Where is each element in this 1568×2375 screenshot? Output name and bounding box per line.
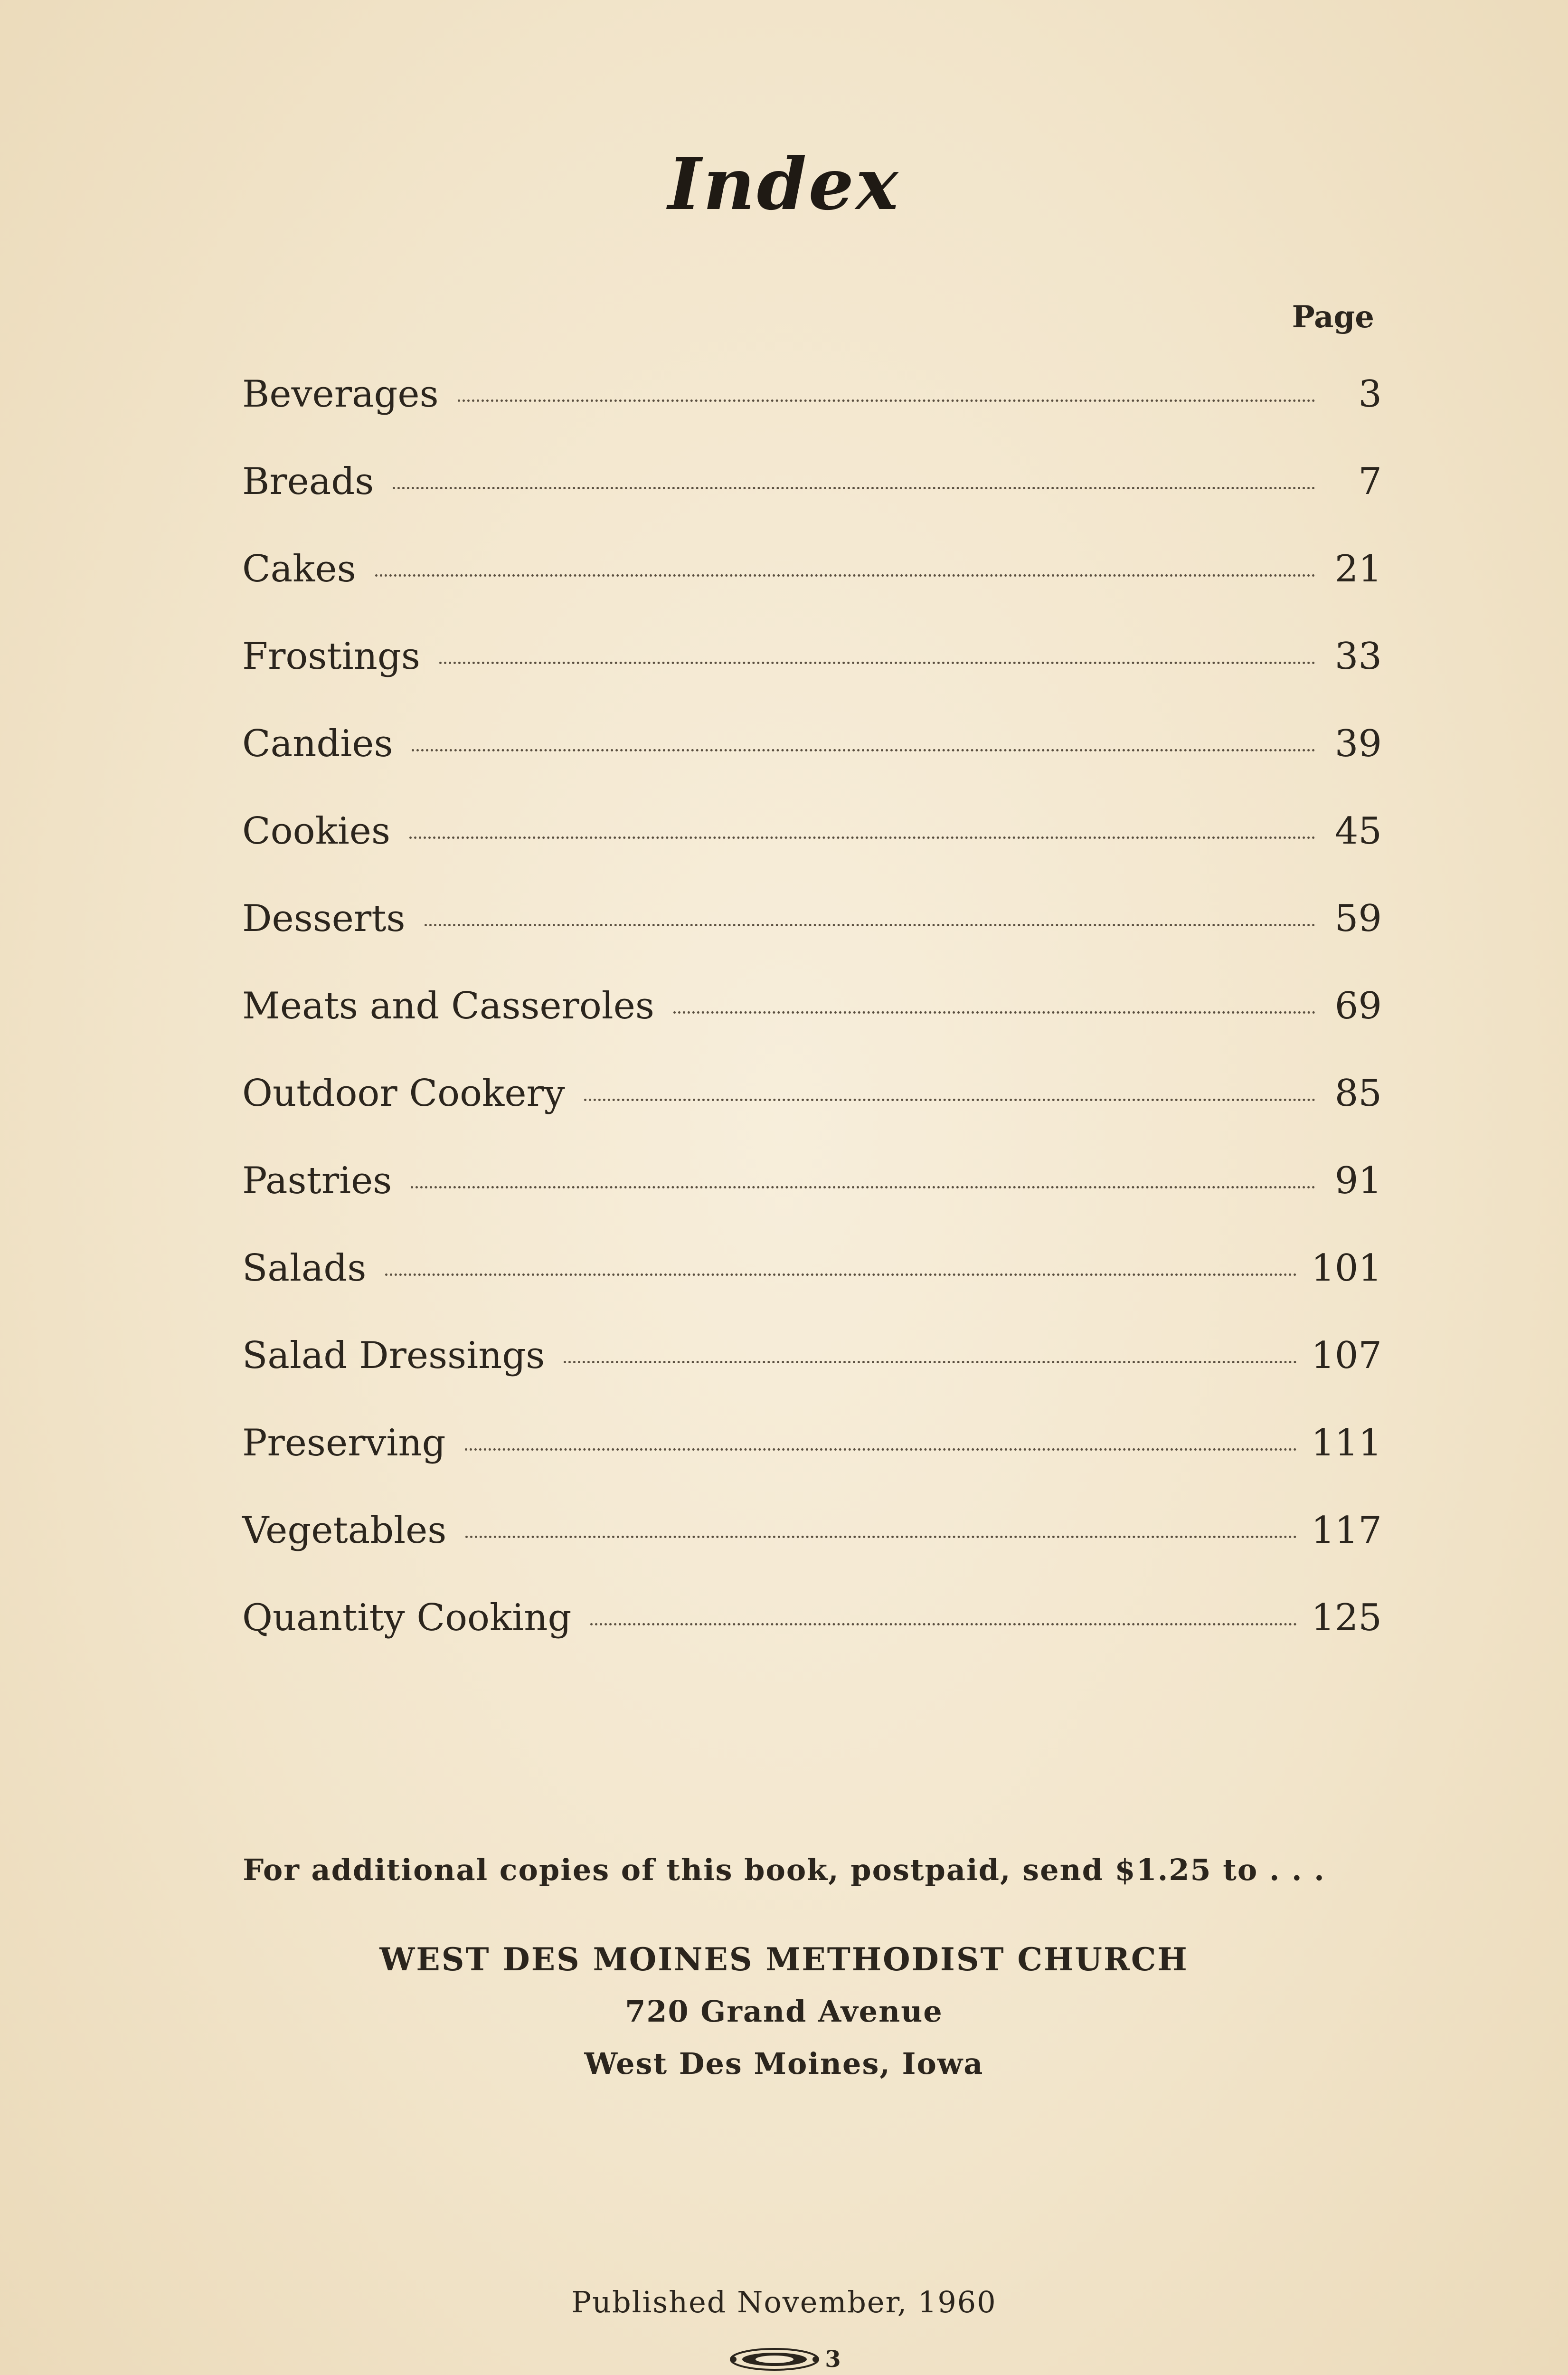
index-entry-label: Candies [242,722,393,765]
index-entry-page: 33 [1334,635,1382,678]
order-note: For additional copies of this book, postpaid, send $1.25 to . . . [243,1852,1325,1887]
index-entry-page: 85 [1334,1072,1382,1115]
index-entry [242,1422,1382,1509]
index-entry [242,548,1382,635]
dot-leader [465,1536,1297,1538]
index-entry [242,635,1382,722]
index-entry-label: Salad Dressings [242,1334,545,1377]
index-entry-label: Meats and Casseroles [242,985,654,1027]
index-entry [242,1596,1382,1684]
index-entry-label: Vegetables [242,1509,447,1552]
index-entry-label: Salads [242,1247,367,1290]
index-entry-page: 111 [1311,1422,1382,1464]
dot-leader [465,1448,1297,1451]
page-footer [0,2344,1568,2375]
decorative-ornament-icon [727,2344,822,2375]
page-title: Index [668,142,900,226]
dot-leader [590,1623,1297,1625]
index-entry-page: 3 [1358,373,1382,416]
index-entry [242,897,1382,985]
index-entry-page: 117 [1311,1509,1382,1552]
street-address: 720 Grand Avenue [625,1994,943,2029]
index-entry-page: 45 [1334,810,1382,853]
index-entry-label: Outdoor Cookery [242,1072,565,1115]
index-entry-label: Quantity Cooking [242,1596,572,1639]
page-column-header: Page [1292,299,1374,335]
dot-leader [409,836,1315,839]
dot-leader [425,924,1315,926]
dot-leader [385,1273,1297,1276]
index-entry [242,460,1382,548]
index-entry-page: 107 [1311,1334,1382,1377]
dot-leader [375,574,1315,577]
index-entry-label: Preserving [242,1422,446,1464]
index-entry [242,1072,1382,1159]
index-entry-label: Cookies [242,810,390,853]
address-block [0,1933,1568,2090]
index-entry [242,373,1382,460]
index-entry-label: Beverages [242,373,439,416]
dot-leader [564,1361,1297,1363]
index-entry-label: Pastries [242,1159,392,1202]
index-entry-page: 7 [1358,460,1382,503]
index-entry-page: 39 [1334,722,1382,765]
index-entry-label: Breads [242,460,374,503]
dot-leader [458,399,1315,402]
index-list [242,373,1382,1684]
index-entry-label: Frostings [242,635,420,678]
index-entry [242,1159,1382,1247]
dot-leader [411,1186,1315,1188]
city-state: West Des Moines, Iowa [584,2046,984,2081]
dot-leader [412,749,1315,751]
dot-leader [584,1099,1315,1101]
index-entry-page: 59 [1334,897,1382,940]
dot-leader [393,487,1315,489]
index-entry-page: 125 [1311,1596,1382,1639]
index-entry [242,722,1382,810]
index-entry [242,1509,1382,1596]
church-name: WEST DES MOINES METHODIST CHURCH [379,1941,1189,1978]
index-entry-page: 21 [1334,548,1382,590]
index-entry-page: 101 [1311,1247,1382,1290]
index-entry [242,1247,1382,1334]
index-entry [242,985,1382,1072]
index-entry [242,1334,1382,1422]
index-entry [242,810,1382,897]
index-entry-label: Cakes [242,548,356,590]
dot-leader [439,662,1315,664]
published-date: Published November, 1960 [571,2285,997,2319]
dot-leader [673,1011,1315,1014]
index-entry-page: 91 [1334,1159,1382,1202]
index-entry-page: 69 [1334,985,1382,1027]
index-entry-label: Desserts [242,897,406,940]
page-number: 3 [825,2346,841,2373]
